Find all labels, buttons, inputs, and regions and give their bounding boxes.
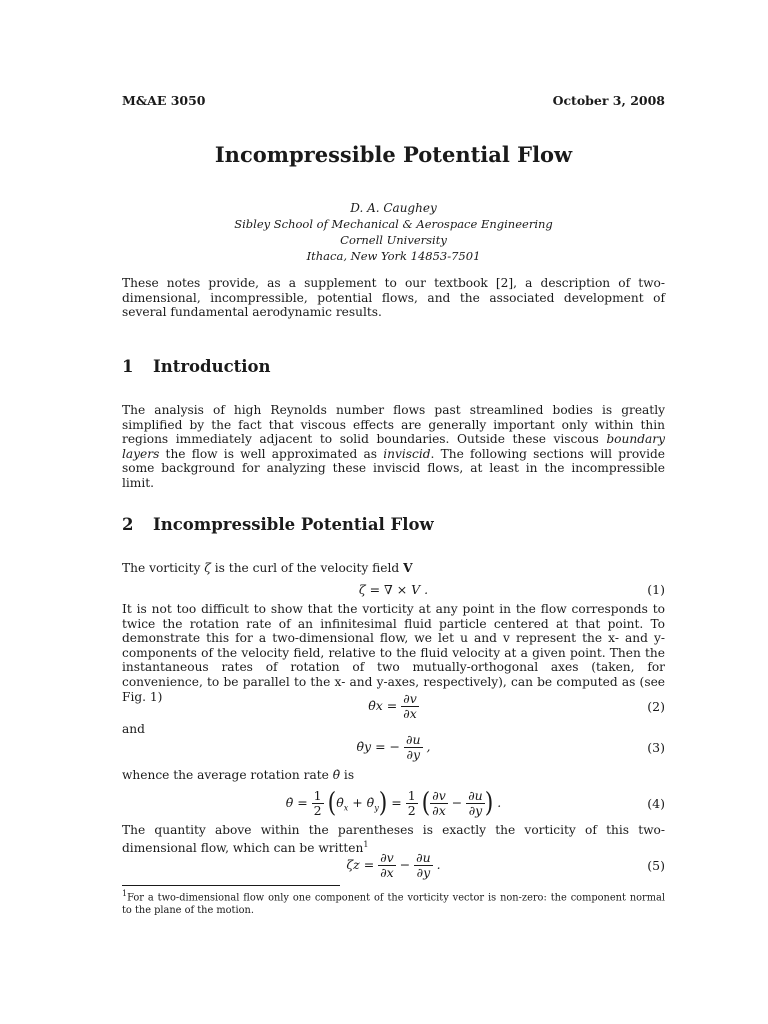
text: is the curl of the velocity field <box>210 561 404 575</box>
paper-page <box>122 0 665 1024</box>
paper-title: Incompressible Potential Flow <box>214 142 573 167</box>
rotation-paragraph <box>122 602 665 704</box>
footnote <box>122 888 665 917</box>
zeta-symbol: ζ <box>204 561 211 575</box>
abstract <box>122 276 665 320</box>
text: is <box>340 768 355 782</box>
section-title: Introduction <box>153 357 271 376</box>
footnote-number: 1 <box>122 889 128 898</box>
equation-number: (5) <box>647 858 665 873</box>
equation-number: (4) <box>647 796 665 811</box>
velocity-symbol: V <box>403 561 413 575</box>
footnote-text: For a two-dimensional flow only one component of the vorticity vector is non-zero: the component normal to the plane of the motion. <box>122 892 665 916</box>
header-date: October 3, 2008 <box>552 93 665 108</box>
equation-number: (2) <box>647 699 665 714</box>
footnote-mark: 1 <box>363 839 369 849</box>
running-header <box>122 93 665 108</box>
equation-number: (1) <box>647 582 665 597</box>
vorticity-intro <box>122 561 413 575</box>
author-name: D. A. Caughey <box>350 201 437 215</box>
whence-text <box>122 768 354 782</box>
section-heading-2 <box>122 515 434 534</box>
author-affiliation-3: Ithaca, New York 14853-7501 <box>306 249 481 263</box>
fraction-dv-dx: $\frac{\partial v}{\partial x}$ <box>403 691 417 721</box>
eq3-lhs: θ̇y = − <box>356 739 401 754</box>
text: whence the average rotation rate <box>122 768 333 782</box>
eq2-lhs: θ̇x = <box>368 698 398 713</box>
footnote-rule <box>122 885 340 886</box>
author-affiliation-1: Sibley School of Mechanical & Aerospace Engineering <box>234 217 553 231</box>
and-text: and <box>122 722 145 736</box>
intro-text-3: . The following sections will provide some background for analyzing these inviscid flows, at least in the incompressible limit. <box>122 446 665 490</box>
intro-paragraph <box>122 403 665 491</box>
equation-number: (3) <box>647 740 665 755</box>
equation-expression: θ̇ = $\frac{1}{2}$ ($\thetȧ_x$ + $\thetȧ_y$) = $\frac{1}{2}$ ( $\frac{\partial v}{\partial x}$ − $\frac{\partial u}{\partial y}$ ) . <box>285 787 502 820</box>
intro-text-2: the flow is well approximated as <box>159 446 384 461</box>
vorticity-text: The quantity above within the parentheses is exactly the vorticity of this two-dimensional flow, which can be written <box>122 823 665 855</box>
abstract-text: These notes provide, as a supplement to our textbook [2], a description of two-dimensional, incompressible, potential flows, and the associated development of several fundamental aerodynamic results. <box>122 276 665 320</box>
author-affiliation-2: Cornell University <box>340 233 447 247</box>
section-number: 1 <box>122 357 134 376</box>
rotation-text: It is not too difficult to show that the vorticity at any point in the flow corresponds to twice the rotation rate of an infinitesimal fluid particle centered at that point. To demonstrate this for a two-dimensional flow, we let u and v represent the x- and y- components of the velocity field, relative to the fluid velocity at a given point. Then the instantaneous rates of rotation of two mutually-orthogonal axes (taken, for convenience, to be parallel to the x- and y-axes, respectively), can be computed as (see Fig. 1) <box>122 602 665 704</box>
eq5-lhs: ζz = <box>346 857 375 872</box>
text: The vorticity <box>122 561 205 575</box>
intro-emphasis-1: boundary layers <box>122 432 665 461</box>
section-number: 2 <box>122 515 134 534</box>
equation-expression <box>122 692 665 721</box>
equation-expression: ζz = $\frac{\partial v}{\partial x}$ − $\frac{\partial u}{\partial y}$ . <box>346 850 441 880</box>
theta-dot-symbol: θ̇ <box>332 768 341 782</box>
equation-expression: ζ = ∇ × V . <box>358 582 429 597</box>
author-block <box>122 200 665 264</box>
section-title: Incompressible Potential Flow <box>153 515 434 534</box>
fraction-du-dy: $\frac{\partial u}{\partial y}$ <box>406 732 421 762</box>
section-heading-1 <box>122 357 271 376</box>
equation-expression: θ̇y = − $\frac{\partial u}{\partial y}$ , <box>356 732 431 762</box>
intro-emphasis-2: inviscid <box>383 446 431 461</box>
intro-text-1: The analysis of high Reynolds number flows past streamlined bodies is greatly simplified by the fact that viscous effects are generally important only within thin regions immediately adjacent to solid boundaries. Outside these viscous <box>122 403 665 447</box>
course-code: M&AE 3050 <box>122 93 206 108</box>
